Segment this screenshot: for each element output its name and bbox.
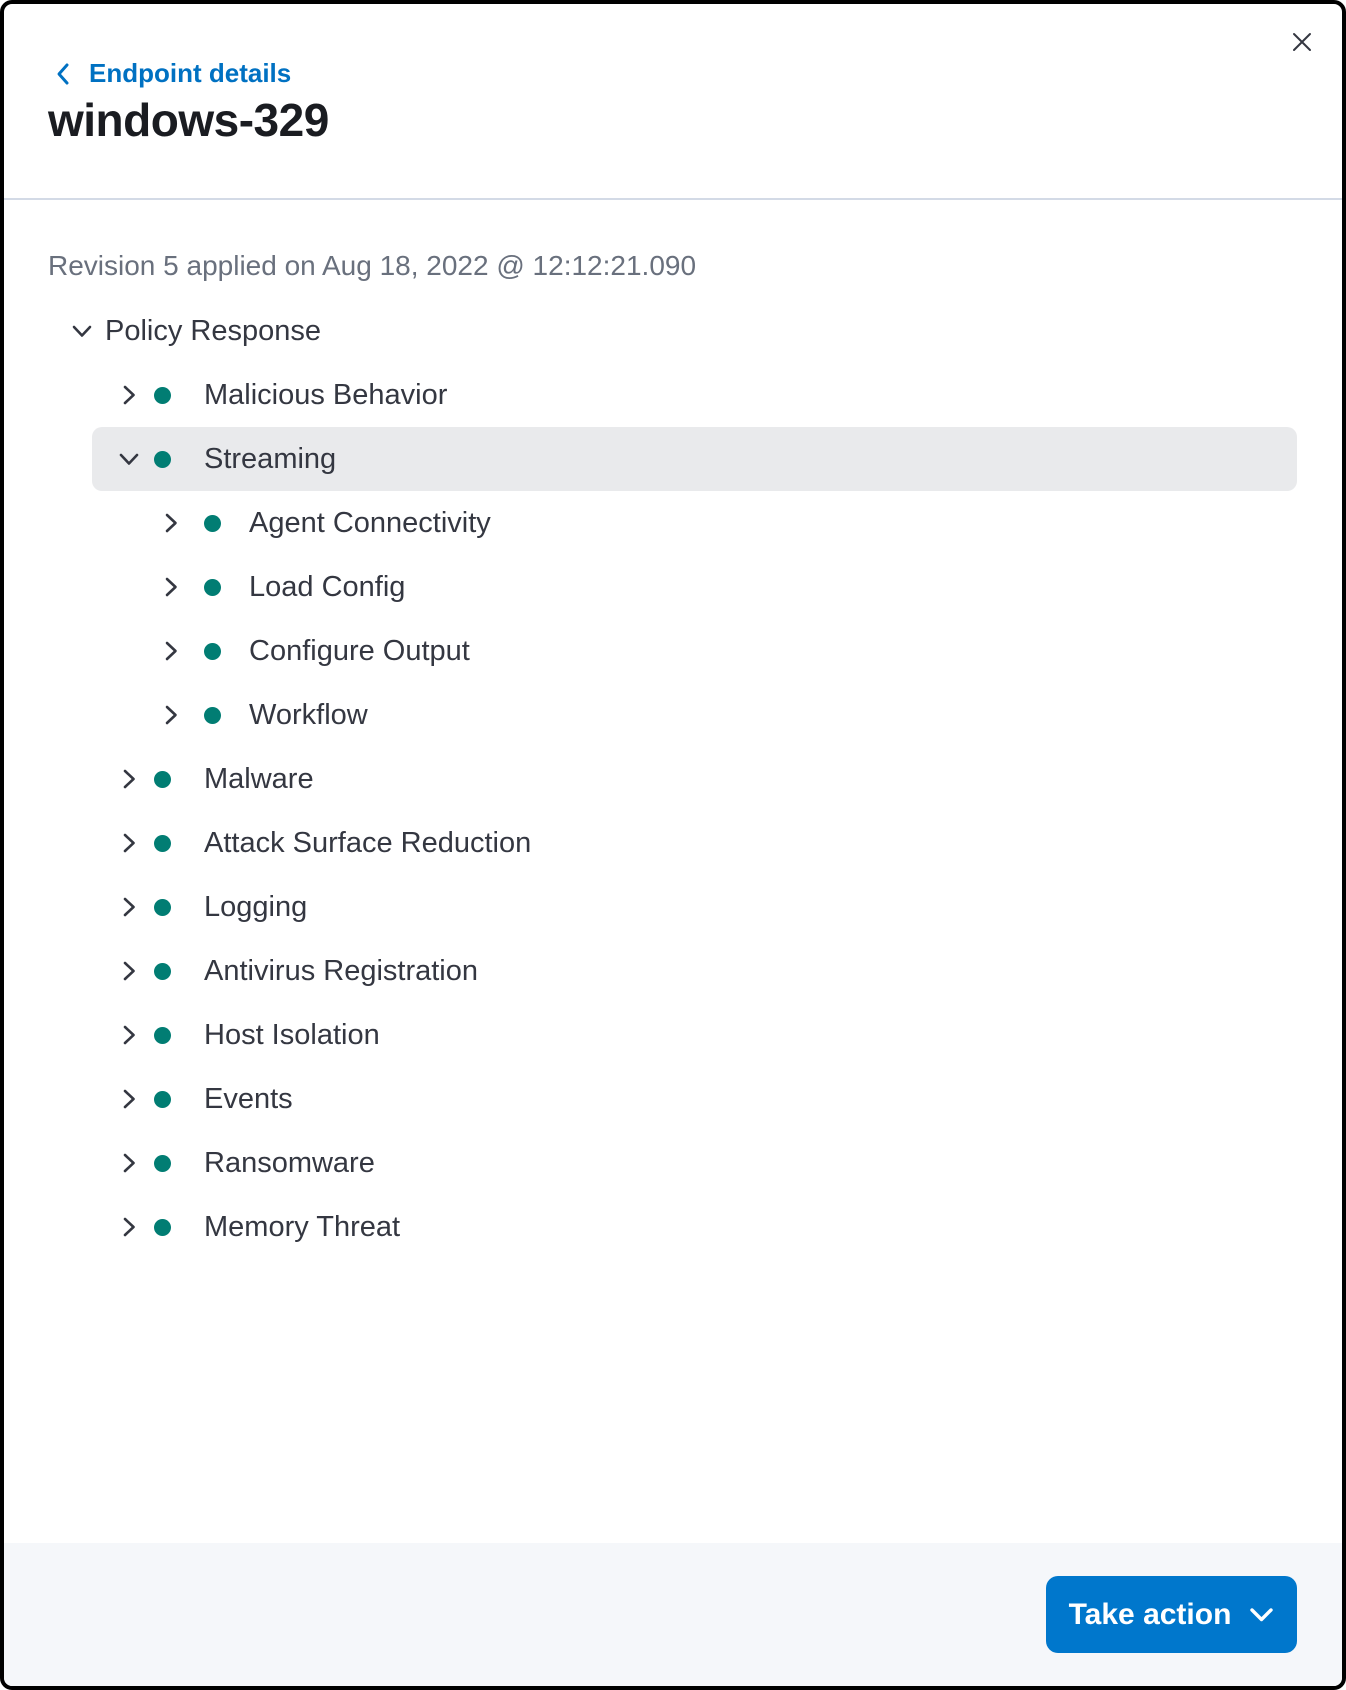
tree-item-ransomware[interactable]	[48, 1131, 1297, 1195]
chevron-down-icon	[69, 318, 95, 344]
tree-item-logging[interactable]	[48, 875, 1297, 939]
status-dot-icon	[154, 387, 171, 404]
chevron-right-icon	[116, 958, 142, 984]
take-action-button[interactable]	[1046, 1576, 1297, 1653]
chevron-right-icon	[158, 638, 184, 664]
status-dot-icon	[154, 899, 171, 916]
close-icon	[1290, 30, 1314, 54]
tree-item-agent-connectivity[interactable]	[48, 491, 1297, 555]
chevron-right-icon	[158, 574, 184, 600]
header-divider	[4, 198, 1342, 200]
take-action-label: Take action	[1068, 1597, 1232, 1631]
tree-item-malicious-behavior[interactable]	[48, 363, 1297, 427]
tree-item-label: Load Config	[249, 570, 406, 603]
tree-item-antivirus-registration[interactable]	[48, 939, 1297, 1003]
chevron-right-icon	[116, 830, 142, 856]
chevron-right-icon	[116, 382, 142, 408]
tree-item-host-isolation[interactable]	[48, 1003, 1297, 1067]
status-dot-icon	[154, 1155, 171, 1172]
tree-item-label: Workflow	[249, 698, 368, 731]
tree-item-streaming[interactable]	[92, 427, 1297, 491]
tree-item-load-config[interactable]	[48, 555, 1297, 619]
chevron-left-icon	[55, 62, 70, 86]
tree-item-label: Events	[204, 1082, 293, 1115]
chevron-down-icon	[1249, 1607, 1274, 1623]
tree-item-label: Host Isolation	[204, 1018, 380, 1051]
policy-response-tree	[48, 299, 1297, 1259]
page-title: windows-329	[48, 94, 329, 146]
chevron-right-icon	[158, 702, 184, 728]
status-dot-icon	[154, 1219, 171, 1236]
tree-item-label: Streaming	[204, 442, 337, 475]
tree-item-policy-response[interactable]	[48, 299, 1297, 363]
status-dot-icon	[204, 515, 221, 532]
chevron-right-icon	[116, 766, 142, 792]
tree-item-label: Agent Connectivity	[249, 506, 491, 539]
chevron-right-icon	[116, 1086, 142, 1112]
status-dot-icon	[154, 1091, 171, 1108]
close-button[interactable]	[1282, 22, 1322, 62]
tree-item-label: Logging	[204, 890, 308, 923]
tree-item-label: Memory Threat	[204, 1210, 401, 1243]
chevron-right-icon	[116, 1214, 142, 1240]
tree-item-label: Ransomware	[204, 1146, 375, 1179]
revision-text: Revision 5 applied on Aug 18, 2022 @ 12:12:21.090	[48, 250, 697, 281]
tree-item-malware[interactable]	[48, 747, 1297, 811]
chevron-right-icon	[158, 510, 184, 536]
status-dot-icon	[204, 643, 221, 660]
back-link-label: Endpoint details	[89, 58, 292, 88]
chevron-right-icon	[116, 1150, 142, 1176]
tree-item-memory-threat[interactable]	[48, 1195, 1297, 1259]
chevron-right-icon	[116, 894, 142, 920]
policy-tree-items	[48, 363, 1297, 1259]
tree-item-configure-output[interactable]	[48, 619, 1297, 683]
chevron-down-icon	[116, 446, 142, 472]
tree-item-label: Malicious Behavior	[204, 378, 448, 411]
tree-item-attack-surface-reduction[interactable]	[48, 811, 1297, 875]
status-dot-icon	[154, 771, 171, 788]
status-dot-icon	[204, 707, 221, 724]
tree-item-label: Antivirus Registration	[204, 954, 478, 987]
status-dot-icon	[154, 835, 171, 852]
status-dot-icon	[154, 963, 171, 980]
back-link-endpoint-details[interactable]	[55, 58, 291, 89]
tree-item-events[interactable]	[48, 1067, 1297, 1131]
chevron-right-icon	[116, 1022, 142, 1048]
tree-item-label: Attack Surface Reduction	[204, 826, 532, 859]
tree-item-workflow[interactable]	[48, 683, 1297, 747]
tree-item-label: Configure Output	[249, 634, 470, 667]
status-dot-icon	[204, 579, 221, 596]
status-dot-icon	[154, 1027, 171, 1044]
tree-item-label: Policy Response	[105, 314, 321, 347]
status-dot-icon	[154, 451, 171, 468]
tree-item-label: Malware	[204, 762, 314, 795]
